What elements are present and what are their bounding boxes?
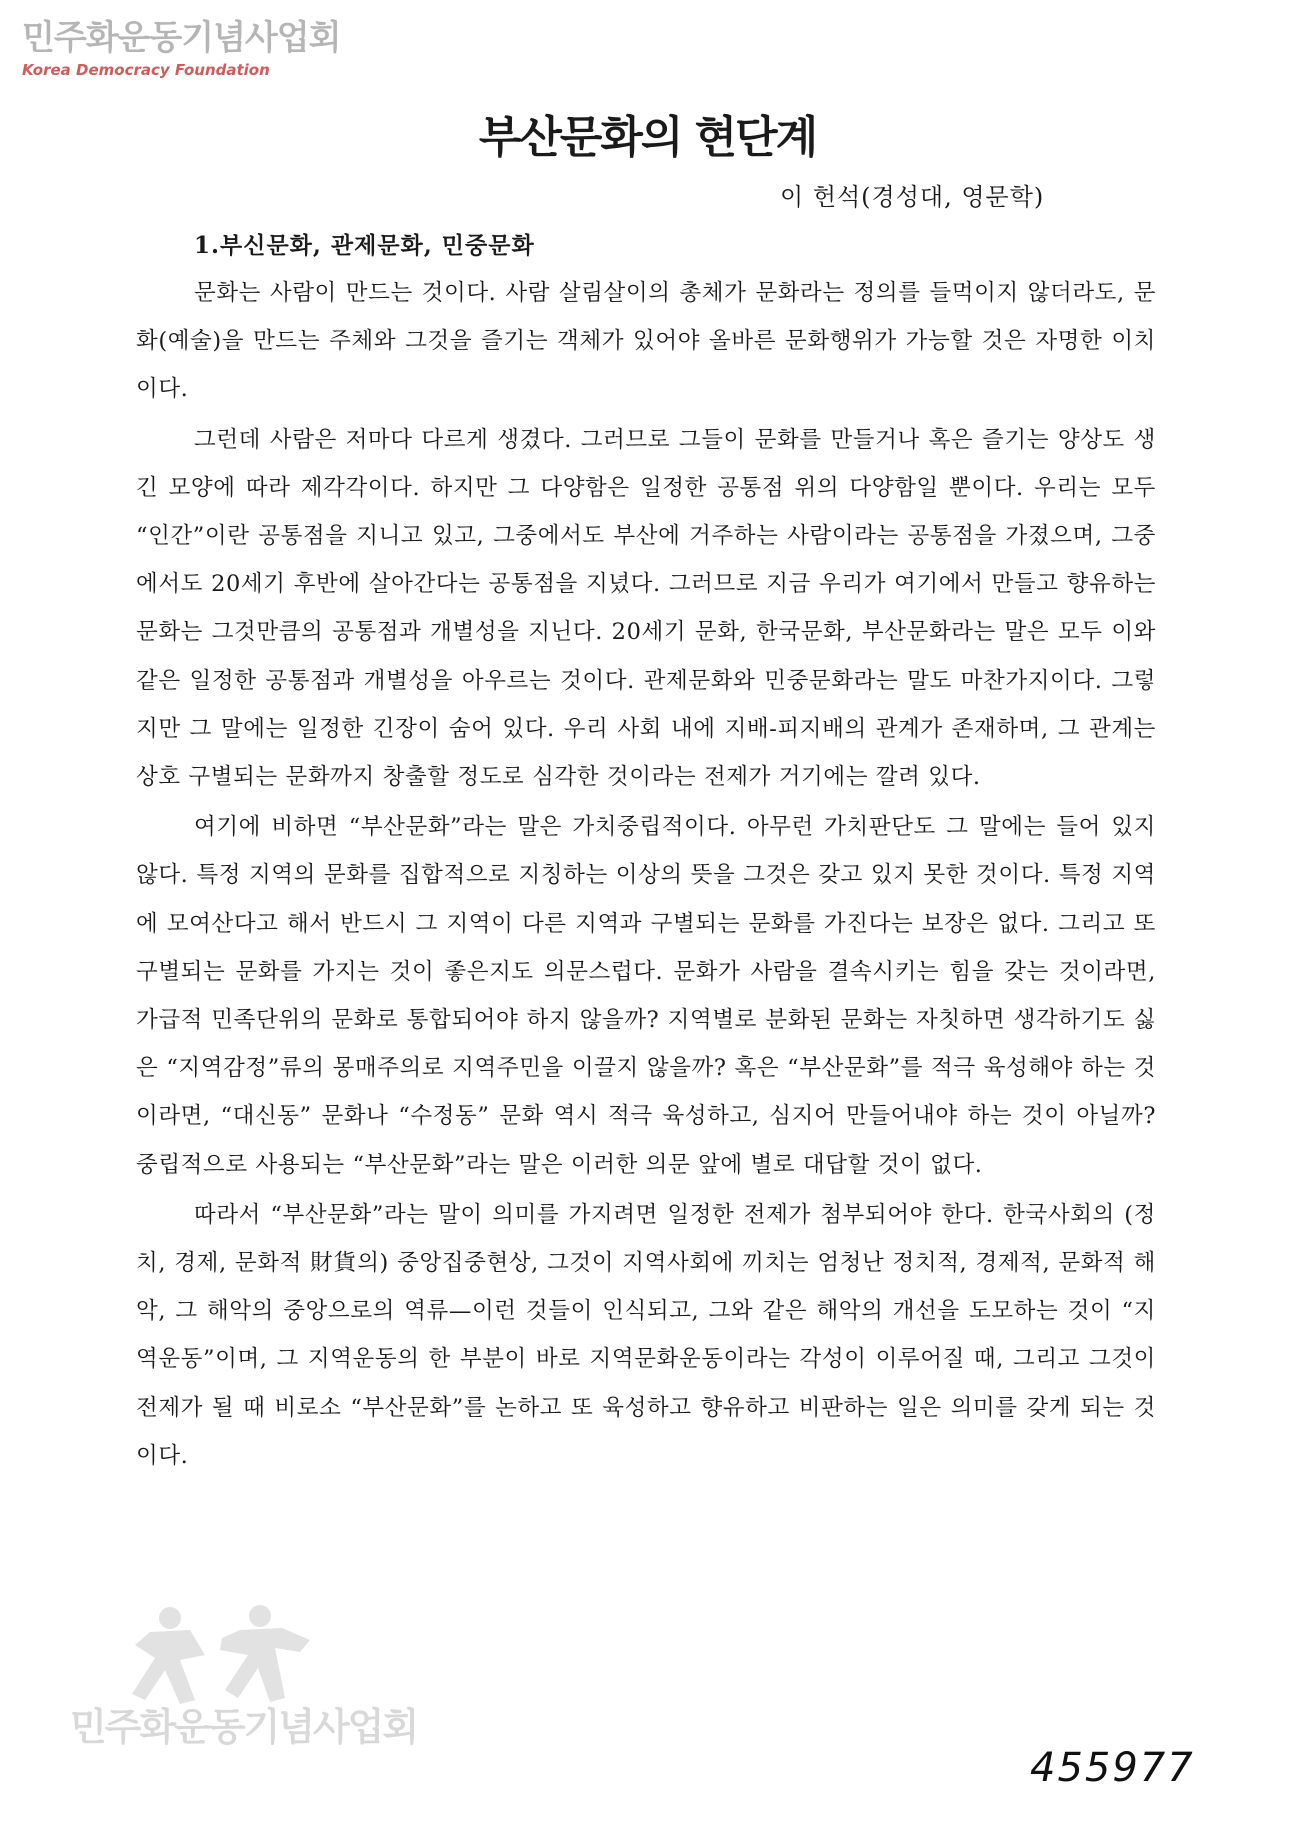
paragraph: 여기에 비하면 “부산문화”라는 말은 가치중립적이다. 아무런 가치판단도 그 말에는 들어 있지 않다. 특정 지역의 문화를 집합적으로 지칭하는 이상의 뜻을 그것은 갖고 있지 못한 것이다. 특정 지역에 모여산다고 해서 반드시 그 지역이 다른 지역과 구별되는 문화를 가진다는 보장은 없다. 그리고 또 구별되는 문화를 가지는 것이 좋은지도 의문스럽다. 문화가 사람을 결속시키는 힘을 갖는 것이라면, 가급적 민족단위의 문화로 통합되어야 하지 않을까? 지역별로 분화된 문화는 자칫하면 생각하기도 싫은 “지역감정”류의 몽매주의로 지역주민을 이끌지 않을까? 혹은 “부산문화”를 적극 육성해야 하는 것이라면, “대신동” 문화나 “수정동” 문화 역시 적극 육성하고, 심지어 만들어내야 하는 것이 아닐까? 중립적으로 사용되는 “부산문화”라는 말은 이러한 의문 앞에 별로 대답할 것이 없다.: [136, 814, 1156, 1178]
handwritten-document-number: 455977: [1030, 1745, 1195, 1791]
paragraph: 그런데 사람은 저마다 다르게 생겼다. 그러므로 그들이 문화를 만들거나 혹은 즐기는 양상도 생긴 모양에 따라 제각각이다. 하지만 그 다양함은 일정한 공통점 위의 다양함일 뿐이다. 우리는 모두 “인간”이란 공통점을 지니고 있고, 그중에서도 부산에 거주하는 사람이라는 공통점을 가졌으며, 그중에서도 20세기 후반에 살아간다는 공통점을 지녔다. 그러므로 지금 우리가 여기에서 만들고 향유하는 문화는 그것만큼의 공통점과 개별성을 지닌다. 20세기 문화, 한국문화, 부산문화라는 말은 모두 이와 같은 일정한 공통점과 개별성을 아우르는 것이다. 관제문화와 민중문화라는 말도 마찬가지이다. 그렇지만 그 말에는 일정한 긴장이 숨어 있다. 우리 사회 내에 지배-피지배의 관계가 존재하며, 그 관계는 상호 구별되는 문화까지 창출할 정도로 심각한 것이라는 전제가 거기에는 깔려 있다.: [136, 426, 1156, 791]
foundation-logo: [22, 18, 341, 80]
author-byline: 이 헌석(경성대, 영문학): [780, 183, 1045, 211]
paragraph: 따라서 “부산문화”라는 말이 의미를 가지려면 일정한 전제가 첨부되어야 한다. 한국사회의 (정치, 경제, 문화적 財貨의) 중앙집중현상, 그것이 지역사회에 끼치는 엄청난 정치적, 경제적, 문화적 해악, 그 해악의 중앙으로의 역류—이런 것들이 인식되고, 그와 같은 해악의 개선을 도모하는 것이 “지역운동”이며, 그 지역운동의 한 부분이 바로 지역문화운동이라는 각성이 이루어질 때, 그리고 그것이 전제가 될 때 비로소 “부산문화”를 논하고 또 육성하고 향유하고 비판하는 일은 의미를 갖게 되는 것이다.: [136, 1201, 1156, 1469]
watermark-korean-text: 민주화운동기념사업회: [70, 1705, 418, 1749]
dancer-figure-icon: [110, 1600, 350, 1710]
foundation-watermark: [70, 1600, 418, 1750]
document-title: 부산문화의 현단계: [478, 112, 817, 163]
logo-korean-text: 민주화운동기념사업회: [22, 18, 341, 58]
logo-english-text: Korea Democracy Foundation: [22, 61, 270, 79]
section-heading: 1.부신문화, 관제문화, 민중문화: [194, 232, 535, 259]
paragraph: 문화는 사람이 만드는 것이다. 사람 살림살이의 총체가 문화라는 정의를 들먹이지 않더라도, 문화(예술)을 만드는 주체와 그것을 즐기는 객체가 있어야 올바른 문화행위가 가능할 것은 자명한 이치이다.: [136, 280, 1156, 403]
document-body: [136, 225, 1156, 1480]
